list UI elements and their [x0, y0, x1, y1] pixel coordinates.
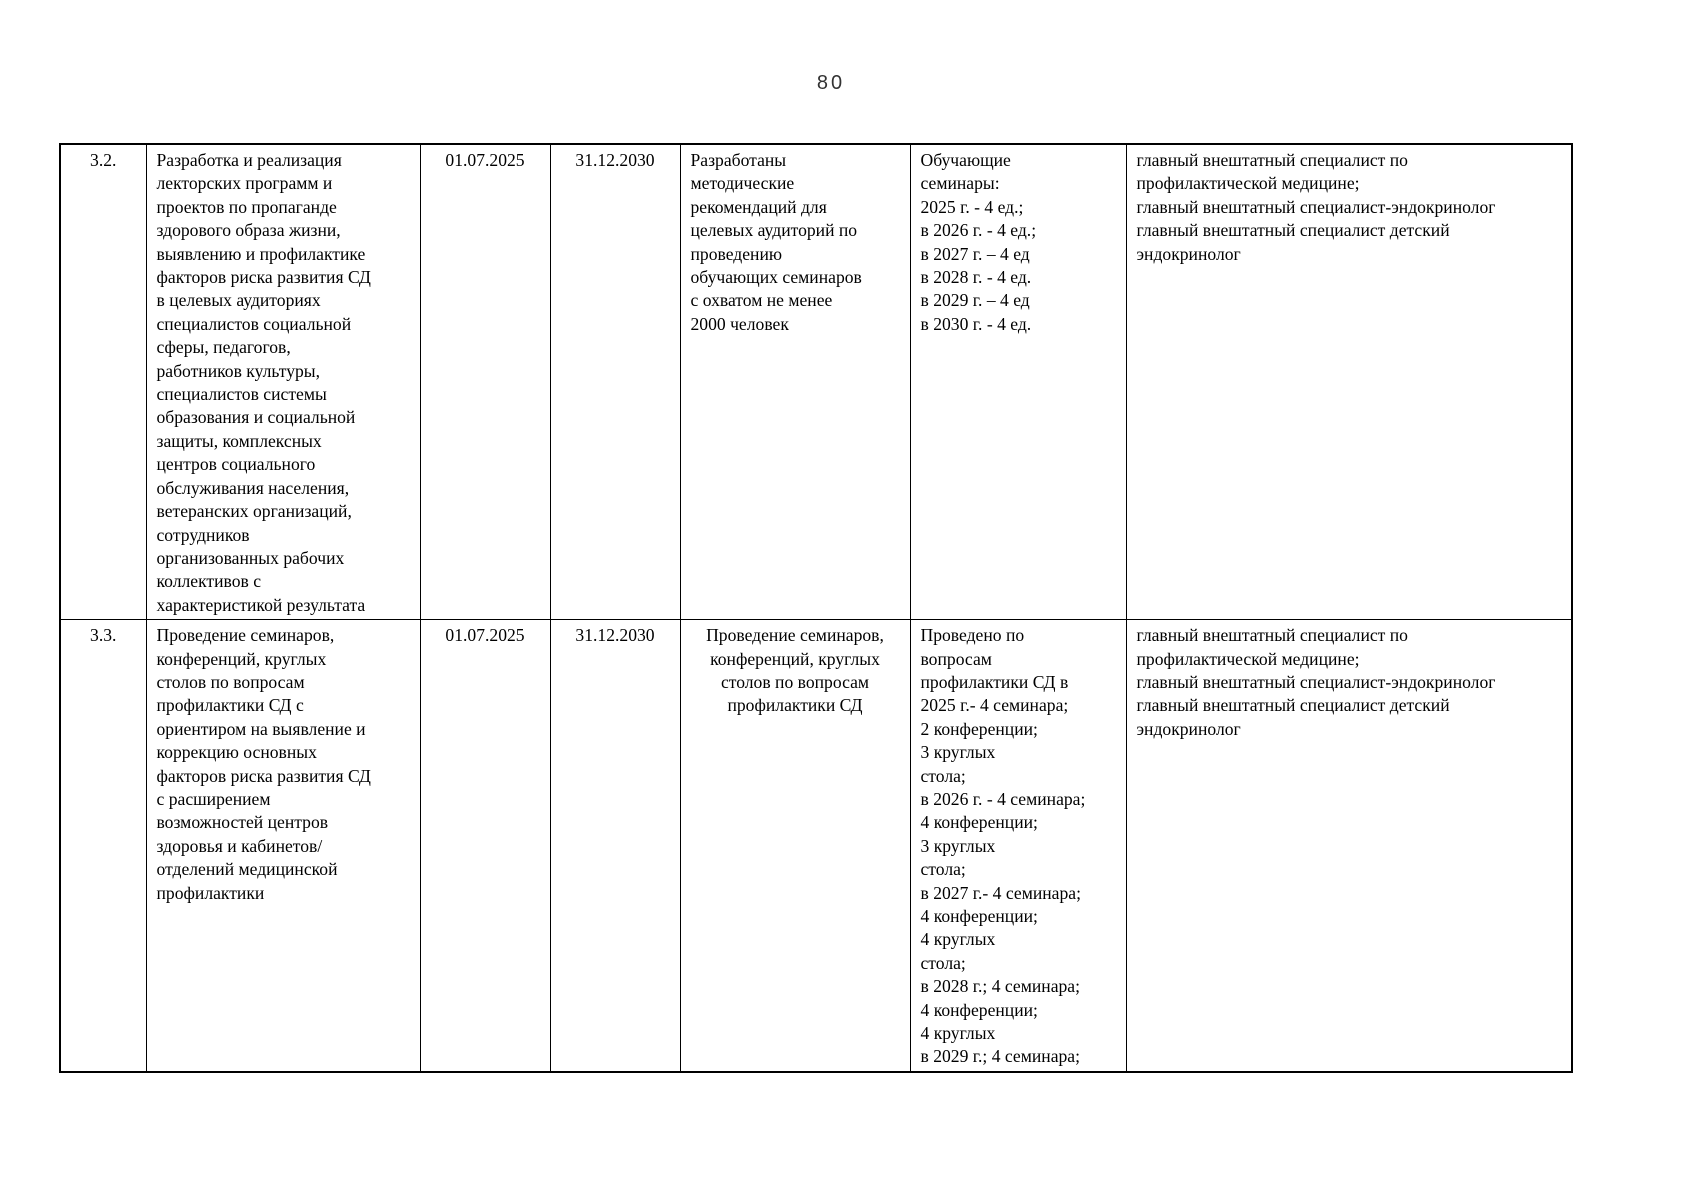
end-date-cell: 31.12.2030: [550, 620, 680, 1072]
activity-name-cell: Разработка и реализация лекторских программ и проектов по пропаганде здорового образа жизни, выявлению и профилактике факторов риска развития СД в целевых аудиториях специалистов социальной сферы, педагогов, работников культуры, специалистов системы образования и социальной защиты, комплексных центров социального обслуживания населения, ветеранских организаций, сотрудников организованных рабочих коллективов с характеристикой результата: [146, 144, 420, 620]
responsible-cell: главный внештатный специалист по профилактической медицине; главный внештатный специалист-эндокринолог главный внештатный специалист детский эндокринолог: [1126, 144, 1572, 620]
row-number-cell: 3.2.: [60, 144, 146, 620]
table-row: [60, 620, 1572, 1072]
responsible-cell: главный внештатный специалист по профилактической медицине; главный внештатный специалист-эндокринолог главный внештатный специалист детский эндокринолог: [1126, 620, 1572, 1072]
page-number: 80: [816, 72, 846, 94]
row-number-cell: 3.3.: [60, 620, 146, 1072]
start-date-cell: 01.07.2025: [420, 144, 550, 620]
indicator-cell: Проведено по вопросам профилактики СД в 2025 г.- 4 семинара; 2 конференции; 3 круглых стола; в 2026 г. - 4 семинара; 4 конференции; 3 круглых стола; в 2027 г.- 4 семинара; 4 конференции; 4 круглых стола; в 2028 г.; 4 семинара; 4 конференции; 4 круглых в 2029 г.; 4 семинара;: [910, 620, 1126, 1072]
end-date-cell: 31.12.2030: [550, 144, 680, 620]
result-cell: Проведение семинаров, конференций, круглых столов по вопросам профилактики СД: [680, 620, 910, 1072]
result-cell: Разработаны методические рекомендаций для целевых аудиторий по проведению обучающих семинаров с охватом не менее 2000 человек: [680, 144, 910, 620]
start-date-cell: 01.07.2025: [420, 620, 550, 1072]
activity-name-cell: Проведение семинаров, конференций, круглых столов по вопросам профилактики СД с ориентиром на выявление и коррекцию основных факторов риска развития СД с расширением возможностей центров здоровья и кабинетов/ отделений медицинской профилактики: [146, 620, 420, 1072]
plan-table: [59, 143, 1573, 1073]
table-row: [60, 144, 1572, 620]
indicator-cell: Обучающие семинары: 2025 г. - 4 ед.; в 2026 г. - 4 ед.; в 2027 г. – 4 ед в 2028 г. - 4 ед. в 2029 г. – 4 ед в 2030 г. - 4 ед.: [910, 144, 1126, 620]
